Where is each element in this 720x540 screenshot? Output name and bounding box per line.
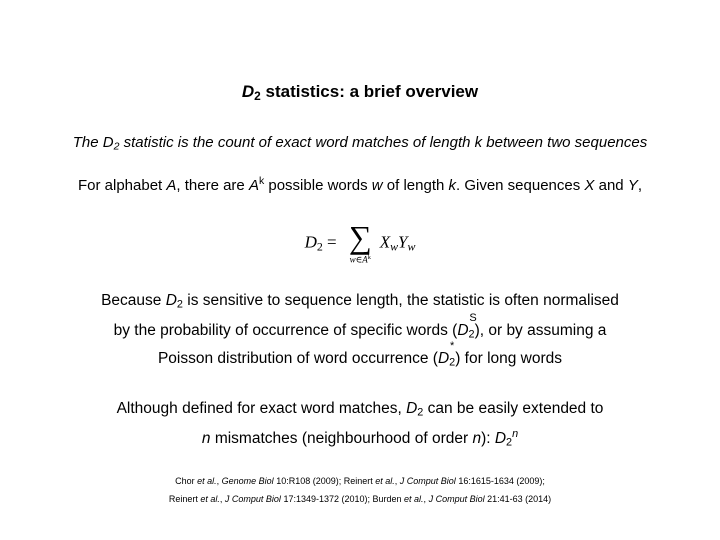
reference-segment: 10:R108 (2009); Reinert bbox=[273, 476, 376, 486]
definition-line bbox=[0, 134, 720, 153]
normalisation-text-2a: by the probability of occurrence of specific words ( bbox=[113, 322, 458, 339]
d2-s-subscript: 2 bbox=[468, 328, 475, 341]
normalisation-text-3a: Poisson distribution of word occurrence ( bbox=[157, 350, 438, 367]
normalisation-line-1 bbox=[0, 292, 720, 311]
alphabet-text-a: For alphabet bbox=[77, 176, 167, 194]
reference-segment: Genome Biol bbox=[221, 476, 274, 486]
title-d-subscript: 2 bbox=[254, 88, 261, 103]
slide-title bbox=[0, 82, 720, 103]
d2-s-base: D bbox=[457, 322, 469, 339]
normalisation-line-3 bbox=[0, 340, 720, 369]
sequence-x-symbol: X bbox=[584, 176, 595, 194]
reference-segment: 17:1349-1372 (2010); Burden bbox=[280, 494, 405, 504]
references-line-1 bbox=[0, 476, 720, 486]
d2-s-superscript: S bbox=[469, 312, 477, 324]
reference-segment: J Comput Biol bbox=[399, 476, 456, 486]
d2-n-subscript: 2 bbox=[506, 436, 513, 449]
d2-s-symbol bbox=[457, 312, 477, 341]
alphabet-power-base: A bbox=[248, 176, 259, 194]
normalisation-text-3b: ) for long words bbox=[455, 350, 563, 367]
definition-d-subscript: 2 bbox=[113, 140, 120, 153]
alphabet-power-exponent: k bbox=[258, 175, 265, 187]
summation-index bbox=[349, 254, 372, 265]
d2-formula bbox=[0, 219, 720, 265]
alphabet-text-b: , there are bbox=[176, 176, 249, 194]
reference-segment: Chor bbox=[175, 476, 198, 486]
alphabet-text-e: . Given sequences bbox=[456, 176, 585, 194]
summation-index-text: w∈A bbox=[349, 254, 368, 265]
alphabet-text-f: and bbox=[594, 176, 628, 194]
alphabet-line bbox=[0, 175, 720, 194]
alphabet-text-g: , bbox=[637, 176, 642, 194]
reference-segment: , bbox=[394, 476, 400, 486]
summation-symbol bbox=[348, 219, 372, 265]
reference-segment: et al. bbox=[200, 494, 220, 504]
formula-lhs-subscript: 2 bbox=[316, 239, 323, 254]
reference-segment: J Comput Biol bbox=[428, 494, 485, 504]
reference-segment: J Comput Biol bbox=[224, 494, 281, 504]
normalisation-d: D bbox=[165, 292, 177, 309]
reference-segment: 21:41-63 (2014) bbox=[484, 494, 552, 504]
title-text: statistics: a brief overview bbox=[260, 82, 479, 101]
reference-segment: , bbox=[219, 494, 225, 504]
reference-segment: , bbox=[216, 476, 222, 486]
alphabet-symbol: A bbox=[166, 176, 177, 194]
order-n: n bbox=[472, 429, 482, 447]
formula-lhs: D bbox=[304, 232, 317, 252]
summation-index-exponent: k bbox=[367, 254, 371, 261]
alphabet-text-d: of length bbox=[382, 176, 449, 194]
reference-segment: Reinert bbox=[168, 494, 201, 504]
references-line-2 bbox=[0, 494, 720, 504]
reference-segment: et al. bbox=[375, 476, 395, 486]
extension-line-2 bbox=[0, 428, 720, 449]
formula-y-subscript: w bbox=[407, 239, 416, 254]
extension-text-1a: Although defined for exact word matches, bbox=[116, 400, 407, 417]
extension-text-2a: mismatches (neighbourhood of order bbox=[210, 429, 473, 447]
extension-d: D bbox=[406, 400, 418, 417]
d2-star-base: D bbox=[437, 350, 450, 367]
normalisation-line-2 bbox=[0, 312, 720, 341]
definition-text-b: statistic is the count of exact word matches of length k between two sequences bbox=[119, 134, 648, 151]
d2-star-superscript: * bbox=[449, 340, 455, 352]
extension-d-subscript: 2 bbox=[417, 406, 424, 419]
normalisation-text-1a: Because bbox=[101, 292, 166, 309]
reference-segment: et al. bbox=[404, 494, 424, 504]
extension-text-2b: ): bbox=[481, 429, 495, 447]
normalisation-text-2b: ), or by assuming a bbox=[474, 322, 607, 339]
d2-star-subscript: 2 bbox=[449, 356, 456, 369]
d2-n-superscript: n bbox=[512, 428, 519, 440]
reference-segment: 16:1615-1634 (2009); bbox=[455, 476, 545, 486]
reference-segment: , bbox=[423, 494, 429, 504]
formula-equals: = bbox=[322, 232, 341, 252]
sequence-y-symbol: Y bbox=[627, 176, 638, 194]
definition-text-a: The D bbox=[72, 134, 114, 151]
word-symbol: w bbox=[371, 176, 383, 194]
mismatch-n: n bbox=[201, 429, 211, 447]
d2-star-symbol bbox=[437, 340, 456, 369]
title-d: D bbox=[241, 82, 255, 101]
length-symbol: k bbox=[448, 176, 456, 194]
extension-text-1b: can be easily extended to bbox=[423, 400, 604, 417]
formula-x-subscript: w bbox=[390, 239, 399, 254]
formula-y: Y bbox=[398, 232, 408, 252]
normalisation-text-1b: is sensitive to sequence length, the statistic is often normalised bbox=[182, 292, 619, 309]
extension-line-1 bbox=[0, 400, 720, 419]
formula-x: X bbox=[379, 232, 391, 252]
normalisation-d-subscript: 2 bbox=[176, 298, 183, 311]
alphabet-text-c: possible words bbox=[264, 176, 372, 194]
sigma-glyph: ∑ bbox=[348, 219, 372, 255]
reference-segment: et al. bbox=[197, 476, 217, 486]
d2-n-base: D bbox=[494, 429, 507, 447]
